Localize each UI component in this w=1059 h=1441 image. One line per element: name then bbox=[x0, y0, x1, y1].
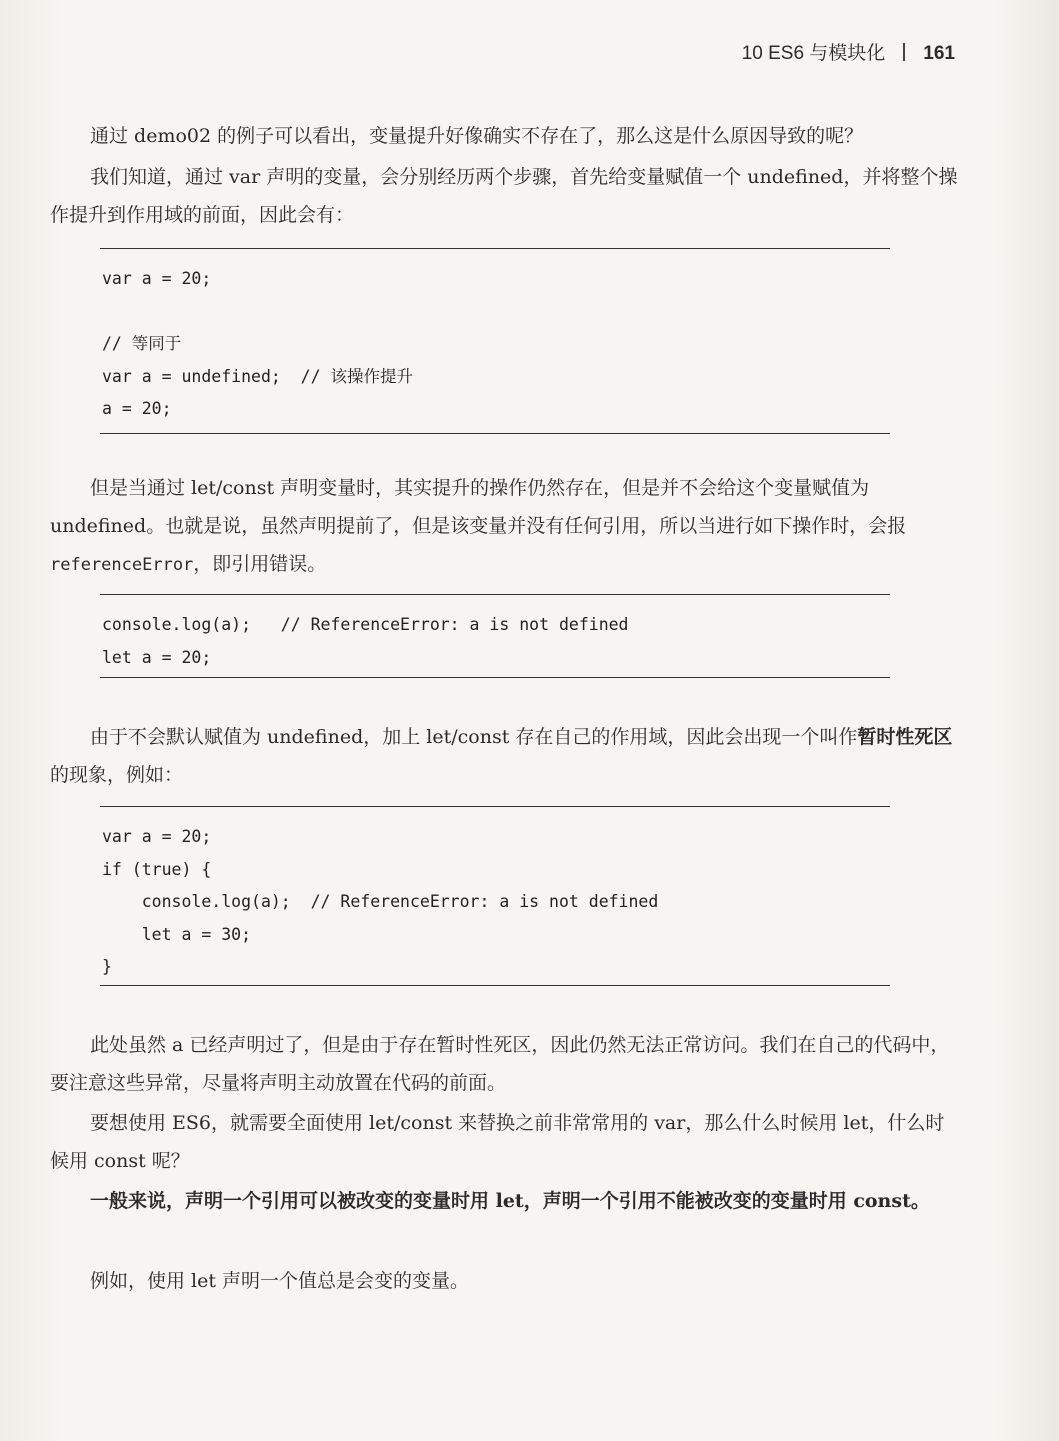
code-block-1 bbox=[100, 248, 890, 434]
code-line: if (true) { bbox=[102, 859, 212, 879]
code-line: var a = 20; bbox=[102, 269, 212, 288]
code-block-2 bbox=[100, 594, 890, 678]
paragraph-3 bbox=[50, 469, 960, 584]
chapter-title: 10 ES6 与模块化 bbox=[741, 43, 886, 64]
paragraph-4-tail: 的现象，例如： bbox=[50, 764, 184, 786]
code-line: // 等同于 bbox=[102, 334, 182, 353]
code-line: a = 20; bbox=[102, 399, 172, 418]
paragraph-5: 此处虽然 a 已经声明过了，但是由于存在暂时性死区，因此仍然无法正常访问。我们在自己的代码中，要注意这些异常，尽量将声明主动放置在代码的前面。 bbox=[50, 1034, 950, 1094]
paragraph-3-tail: ，即引用错误。 bbox=[193, 553, 327, 575]
paragraph-1: 通过 demo02 的例子可以看出，变量提升好像确实不存在了，那么这是什么原因导致的呢？ bbox=[90, 125, 864, 147]
paragraph-8: 例如，使用 let 声明一个值总是会变的变量。 bbox=[90, 1270, 470, 1292]
paragraph-7: 一般来说，声明一个引用可以被改变的变量时用 let，声明一个引用不能被改变的变量时用 const。 bbox=[90, 1190, 930, 1212]
code-line bbox=[102, 296, 890, 329]
bold-term: 暂时性死区 bbox=[857, 726, 953, 748]
page-number: 161 bbox=[923, 43, 955, 64]
paragraph-4 bbox=[50, 718, 960, 794]
code-line: } bbox=[102, 957, 112, 976]
running-header bbox=[742, 38, 955, 65]
code-block-3 bbox=[100, 806, 890, 986]
code-line: console.log(a); // ReferenceError: a is not defined bbox=[102, 615, 629, 634]
paragraph-4-text: 由于不会默认赋值为 undefined，加上 let/const 存在自己的作用域，因此会出现一个叫作 bbox=[90, 726, 858, 748]
paragraph-6: 要想使用 ES6，就需要全面使用 let/const 来替换之前非常常用的 var，那么什么时候用 let，什么时候用 const 呢？ bbox=[50, 1112, 945, 1172]
code-line: let a = 20; bbox=[102, 647, 212, 667]
code-line: var a = undefined; // 该操作提升 bbox=[102, 366, 413, 386]
code-line: console.log(a); // ReferenceError: a is not defined bbox=[102, 892, 659, 911]
paragraph-3-text: 但是当通过 let/const 声明变量时，其实提升的操作仍然存在，但是并不会给这个变量赋值为 undefined。也就是说，虽然声明提前了，但是该变量并没有任何引用，所以当进行如下操作时，会报 bbox=[50, 477, 907, 537]
paragraph-2: 我们知道，通过 var 声明的变量，会分别经历两个步骤，首先给变量赋值一个 undefined，并将整个操作提升到作用域的前面，因此会有： bbox=[50, 166, 958, 226]
header-separator bbox=[903, 43, 905, 61]
code-line: let a = 30; bbox=[102, 924, 252, 944]
inline-code: referenceError bbox=[50, 555, 194, 575]
code-line: var a = 20; bbox=[102, 827, 212, 846]
